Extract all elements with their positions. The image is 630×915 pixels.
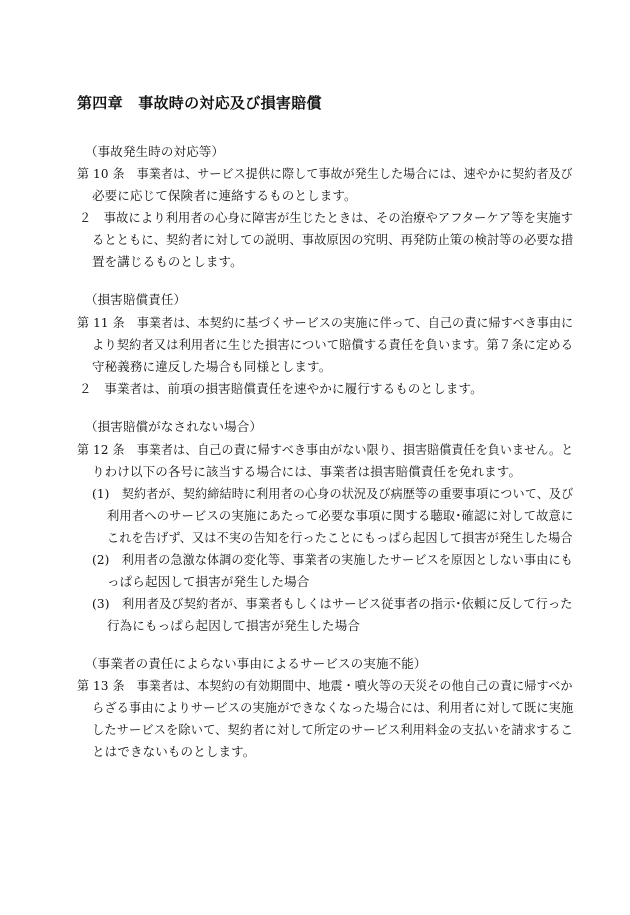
article-11-heading: （損害賠償責任） — [85, 292, 187, 307]
article-10-line-4: るとともに、契約者に対しての説明、事故原因の究明、再発防止策の検討等の必要な措 — [92, 232, 574, 247]
article-11-line-4: ２ 事業者は、前項の損害賠償責任を速やかに履行するものとします。 — [79, 381, 483, 396]
article-13-line-3: したサービスを除いて、契約者に対して所定のサービス利用料金の支払いを請求するこ — [92, 722, 574, 737]
chapter-title: 第四章 事故時の対応及び損害賠償 — [77, 94, 322, 112]
article-12-item-1-line-2: 利用者へのサービスの実施にあたって必要な事項に関する聴取･確認に対して故意に — [107, 508, 574, 523]
article-10-line-1: 第 10 条 事業者は、サービス提供に際して事故が発生した場合には、速やかに契約者及び — [77, 166, 573, 181]
article-10-line-2: 必要に応じて保険者に連絡するものとします。 — [92, 188, 357, 203]
article-10-heading: （事故発生時の対応等） — [85, 144, 225, 159]
article-13-line-1: 第 13 条 事業者は、本契約の有効期間中、地震・噴火等の天災その他自己の責に帰すべか — [77, 678, 573, 693]
article-10-line-5: 置を講じるものとします。 — [92, 254, 243, 269]
article-11-line-2: より契約者又は利用者に生じた損害について賠償する責任を負います。第７条に定める — [92, 337, 574, 352]
article-12-item-1-line-3: これを告げず、又は不実の告知を行ったことにもっぱら起因して損害が発生した場合 — [107, 530, 573, 545]
article-11-line-1: 第 11 条 事業者は、本契約に基づくサービスの実施に伴って、自己の責に帰すべき事由に — [77, 315, 574, 330]
article-13-line-4: とはできないものとします。 — [92, 744, 256, 759]
article-12-item-1-line-1: (1) 契約者が、契約締結時に利用者の心身の状況及び病歴等の重要事項について、及び — [92, 486, 574, 501]
article-13-line-2: らざる事由によりサービスの実施ができなくなった場合には、利用者に対して既に実施 — [92, 700, 574, 715]
article-12-heading: （損害賠償がなされない場合） — [85, 419, 263, 434]
article-11-line-3: 守秘義務に違反した場合も同様とします。 — [92, 359, 332, 374]
article-12-line-1: 第 12 条 事業者は、自己の責に帰すべき事由がない限り、損害賠償責任を負いません。と — [77, 442, 574, 457]
article-12-item-2-line-2: っぱら起因して損害が発生した場合 — [107, 574, 310, 589]
article-10-line-3: ２ 事故により利用者の心身に障害が生じたときは、その治療やアフターケア等を実施す — [79, 210, 574, 225]
article-12-item-3-line-1: (3) 利用者及び契約者が、事業者もしくはサービス従事者の指示･依頼に反して行った — [92, 596, 573, 611]
article-12-line-2: りわけ以下の各号に該当する場合には、事業者は損害賠償責任を免れます。 — [92, 464, 522, 479]
article-13-heading: （事業者の責任によらない事由によるサービスの実施不能） — [85, 656, 427, 671]
article-12-item-3-line-2: 行為にもっぱら起因して損害が発生した場合 — [107, 618, 361, 633]
article-12-item-2-line-1: (2) 利用者の急激な体調の変化等、事業者の実施したサービスを原因としない事由にも — [92, 552, 573, 567]
